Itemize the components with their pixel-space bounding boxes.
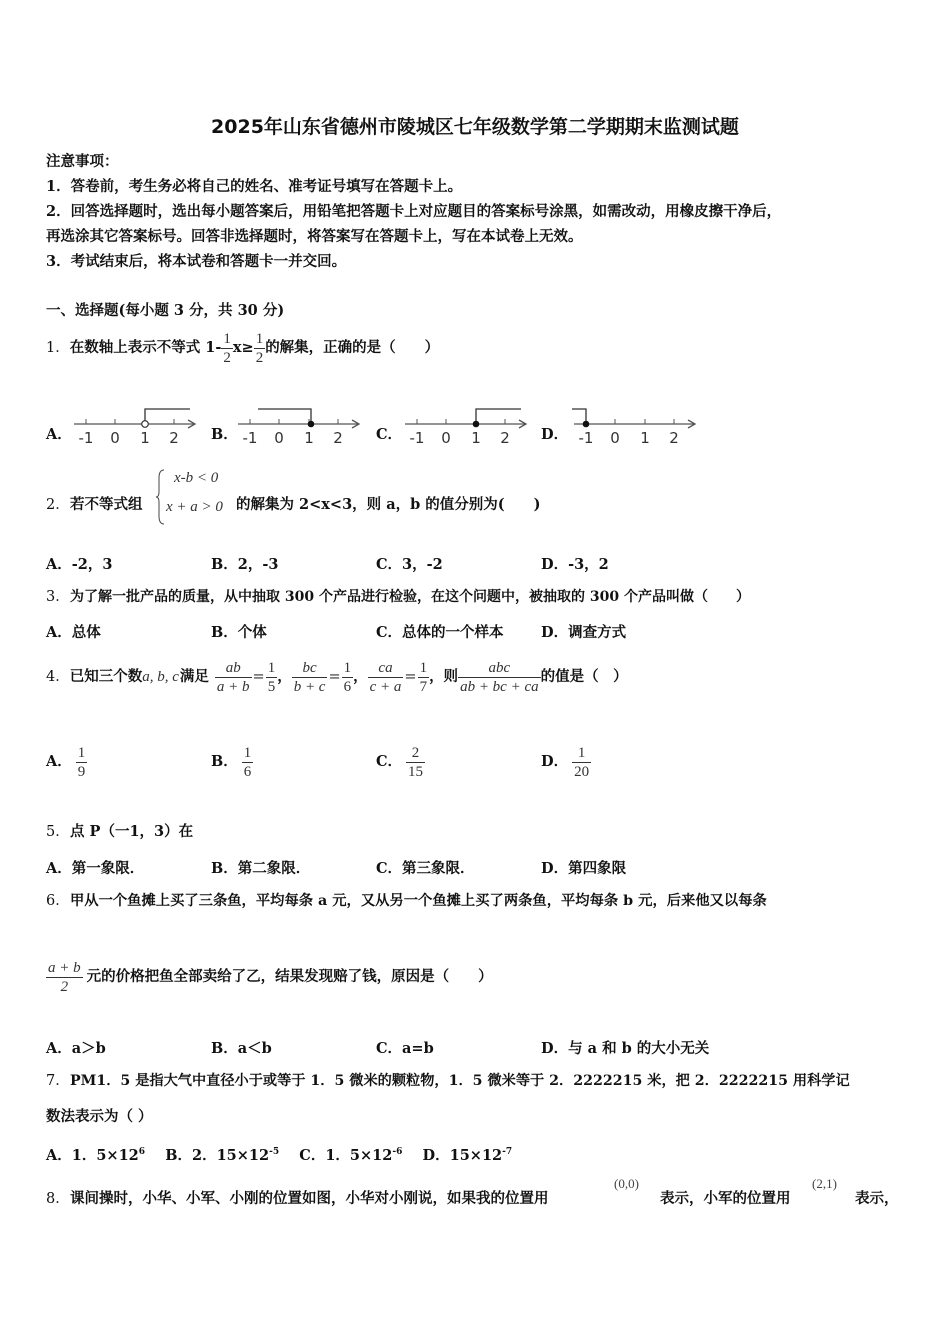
q4-fraction-ca: $\frac{ca}{c + a}$ xyxy=(369,659,402,695)
q6-option-c[interactable]: C．a=b xyxy=(376,1040,434,1057)
q8-text-1: 课间操时，小华、小军、小刚的位置如图，小华对小刚说，如果我的位置用 xyxy=(70,1190,549,1207)
q1-option-d-label: D． xyxy=(541,426,569,443)
svg-text:0: 0 xyxy=(110,429,120,447)
svg-text:-1: -1 xyxy=(578,429,594,447)
q2-inequality-2: x + a > 0 xyxy=(166,499,223,515)
q1-numberline-d xyxy=(570,400,700,452)
q8-text-3: 表示， xyxy=(855,1190,899,1207)
svg-text:2: 2 xyxy=(333,429,343,447)
question-1 xyxy=(46,324,439,372)
q4-text-post: 的值是（ ） xyxy=(540,668,628,685)
q2-option-d[interactable]: D．-3，2 xyxy=(541,556,609,573)
q3-number: 3． xyxy=(46,589,70,605)
page-title: 2025年山东省德州市陵城区七年级数学第二学期期末监测试题 xyxy=(211,116,739,138)
q2-brace xyxy=(156,468,166,526)
q5-option-d[interactable]: D．第四象限 xyxy=(541,860,627,877)
svg-text:1: 1 xyxy=(140,429,150,447)
q1-option-a-label: A． xyxy=(46,426,72,443)
q1-text-post: 的解集，正确的是（ ） xyxy=(265,339,440,356)
q4-fraction-bc: $\frac{bc}{b + c}$ xyxy=(293,659,326,695)
q1-fraction-1: $\frac{1}{2}$ xyxy=(223,330,231,366)
q7-number: 7． xyxy=(46,1073,70,1089)
q6-option-b[interactable]: B．a＜b xyxy=(211,1040,272,1057)
q7-option-d[interactable]: D．$15\times 12^{-7}$ xyxy=(422,1146,513,1164)
q7-option-b[interactable]: B．2．$15\times 12^{-5}$ xyxy=(165,1146,280,1164)
q1-option-b-label: B． xyxy=(211,426,238,443)
q4-fraction-1-5: $\frac{1}{5}$ xyxy=(267,659,276,695)
q3-option-c[interactable]: C．总体的一个样本 xyxy=(376,624,504,641)
q7-option-c[interactable]: C．1．$5\times 12^{-6}$ xyxy=(299,1146,403,1164)
svg-text:-1: -1 xyxy=(409,429,425,447)
q2-inequality-1: x-b < 0 xyxy=(174,470,219,486)
q4-option-d[interactable]: D． $\frac{1}{20}$ xyxy=(541,744,590,780)
q4-option-c[interactable]: C． $\frac{2}{15}$ xyxy=(376,744,424,780)
svg-text:2: 2 xyxy=(169,429,179,447)
q3-text: 为了解一批产品的质量，从中抽取 300 个产品进行检验，在这个问题中，被抽取的 300 个产品叫做（ ） xyxy=(70,589,750,605)
q6-text-1: 甲从一个鱼摊上买了三条鱼，平均每条 a 元，又从另一个鱼摊上买了两条鱼，平均每条 b 元，后来他又以每条 xyxy=(70,893,767,909)
q8-number: 8． xyxy=(46,1191,70,1207)
q8-text-2: 表示，小军的位置用 xyxy=(660,1190,791,1207)
q5-text: 点 P（一1，3）在 xyxy=(70,823,194,840)
q5-number: 5． xyxy=(46,824,70,840)
q1-option-c-label: C． xyxy=(376,426,403,443)
q6-number: 6． xyxy=(46,893,70,909)
q4-fraction-ab: $\frac{ab}{a + b}$ xyxy=(216,659,250,695)
q4-option-b[interactable]: B． $\frac{1}{6}$ xyxy=(211,744,252,780)
q8-point-xiaojun: (2,1) xyxy=(812,1176,837,1191)
q2-option-b[interactable]: B．2，-3 xyxy=(211,556,279,573)
svg-text:1: 1 xyxy=(304,429,314,447)
q4-fraction-1-7: $\frac{1}{7}$ xyxy=(419,659,428,695)
q3-option-d[interactable]: D．调查方式 xyxy=(541,624,627,641)
q4-text-pre: 已知三个数 xyxy=(69,668,143,685)
q1-numberline-b xyxy=(234,400,364,452)
q1-text-pre: 在数轴上表示不等式 1- xyxy=(69,339,222,356)
q1-numberline-c xyxy=(401,400,531,452)
q6-text-2: 元的价格把鱼全部卖给了乙，结果发现赔了钱，原因是（ ） xyxy=(86,968,493,985)
q4-fraction-1-6: $\frac{1}{6}$ xyxy=(343,659,352,695)
q5-option-b[interactable]: B．第二象限． xyxy=(211,860,311,877)
svg-text:-1: -1 xyxy=(78,429,94,447)
notice-item-1: 1．答卷前，考生务必将自己的姓名、准考证号填写在答题卡上。 xyxy=(46,178,463,195)
q5-option-c[interactable]: C．第三象限． xyxy=(376,860,475,877)
q6-option-d[interactable]: D．与 a 和 b 的大小无关 xyxy=(541,1040,710,1057)
q4-fraction-abc: $\frac{\text{abc}}{ab + bc + ca}$ xyxy=(460,659,539,695)
q6-option-a[interactable]: A．a＞b xyxy=(46,1040,106,1057)
q3-option-b[interactable]: B．个体 xyxy=(211,624,267,641)
q1-fraction-2: $\frac{1}{2}$ xyxy=(255,330,264,366)
q3-option-a[interactable]: A．总体 xyxy=(46,624,101,641)
q6-line-2 xyxy=(46,953,493,1001)
svg-text:2: 2 xyxy=(669,429,679,447)
q4-option-a[interactable]: A． $\frac{1}{9}$ xyxy=(46,744,86,780)
q2-option-c[interactable]: C．3，-2 xyxy=(376,556,443,573)
q8-point-xiaohua: (0,0) xyxy=(614,1176,639,1191)
svg-text:0: 0 xyxy=(274,429,284,447)
svg-text:0: 0 xyxy=(441,429,451,447)
svg-text:2: 2 xyxy=(500,429,510,447)
q4-number: 4． xyxy=(46,669,70,685)
svg-text:0: 0 xyxy=(610,429,620,447)
notice-item-2a: 2．回答选择题时，选出每小题答案后，用铅笔把答题卡上对应题目的答案标号涂黑，如需改动，用橡皮擦干净后， xyxy=(46,203,782,220)
q2-option-a[interactable]: A．-2，3 xyxy=(46,556,113,573)
svg-text:-1: -1 xyxy=(242,429,258,447)
notice-item-3: 3．考试结束后，将本试卷和答题卡一并交回。 xyxy=(46,253,347,270)
q7-text-1: PM1．5 是指大气中直径小于或等于 1．5 微米的颗粒物，1．5 微米等于 2．2222215 米，把 2．2222215 用科学记 xyxy=(70,1073,850,1089)
q7-options xyxy=(46,1142,512,1166)
q6-fraction: $\frac{a + b}{2}$ xyxy=(48,959,81,995)
svg-text:1: 1 xyxy=(471,429,481,447)
svg-text:1: 1 xyxy=(640,429,650,447)
q1-number: 1． xyxy=(46,340,70,356)
notice-item-2b: 再选涂其它答案标号。回答非选择题时，将答案写在答题卡上，写在本试卷上无效。 xyxy=(46,228,583,245)
notice-heading: 注意事项： xyxy=(46,153,119,170)
q2-number: 2． xyxy=(46,497,70,513)
q4-text-mid: 满足 xyxy=(179,668,209,685)
q2-text-post: 的解集为 2<x<3，则 a，b 的值分别为( ) xyxy=(236,496,541,513)
q2-text-pre: 若不等式组 xyxy=(70,496,143,513)
section-heading: 一、选择题(每小题 3 分，共 30 分) xyxy=(46,302,285,319)
q7-option-a[interactable]: A．1．$5\times 12^6$ xyxy=(46,1146,146,1164)
question-4: 4． 已知三个数 a, b, c 满足 $\frac{ab}{a + b}$ = $\frac{1}{5}$ ， $\frac{bc}{b + c}$ = $\frac{1}{6}$ ， $\frac{ca}{c + a}$ = $\frac{1}{7}$ ，则 $\frac{\text{abc}}{ab + bc + ca}$ 的值是（ ） xyxy=(46,659,628,695)
q4-vars: a, b, c xyxy=(142,669,179,685)
q1-numberline-a xyxy=(70,400,200,452)
q1-text-mid: x≥ xyxy=(232,339,254,356)
q5-option-a[interactable]: A．第一象限． xyxy=(46,860,145,877)
q7-text-2: 数法表示为（ ） xyxy=(46,1108,153,1125)
